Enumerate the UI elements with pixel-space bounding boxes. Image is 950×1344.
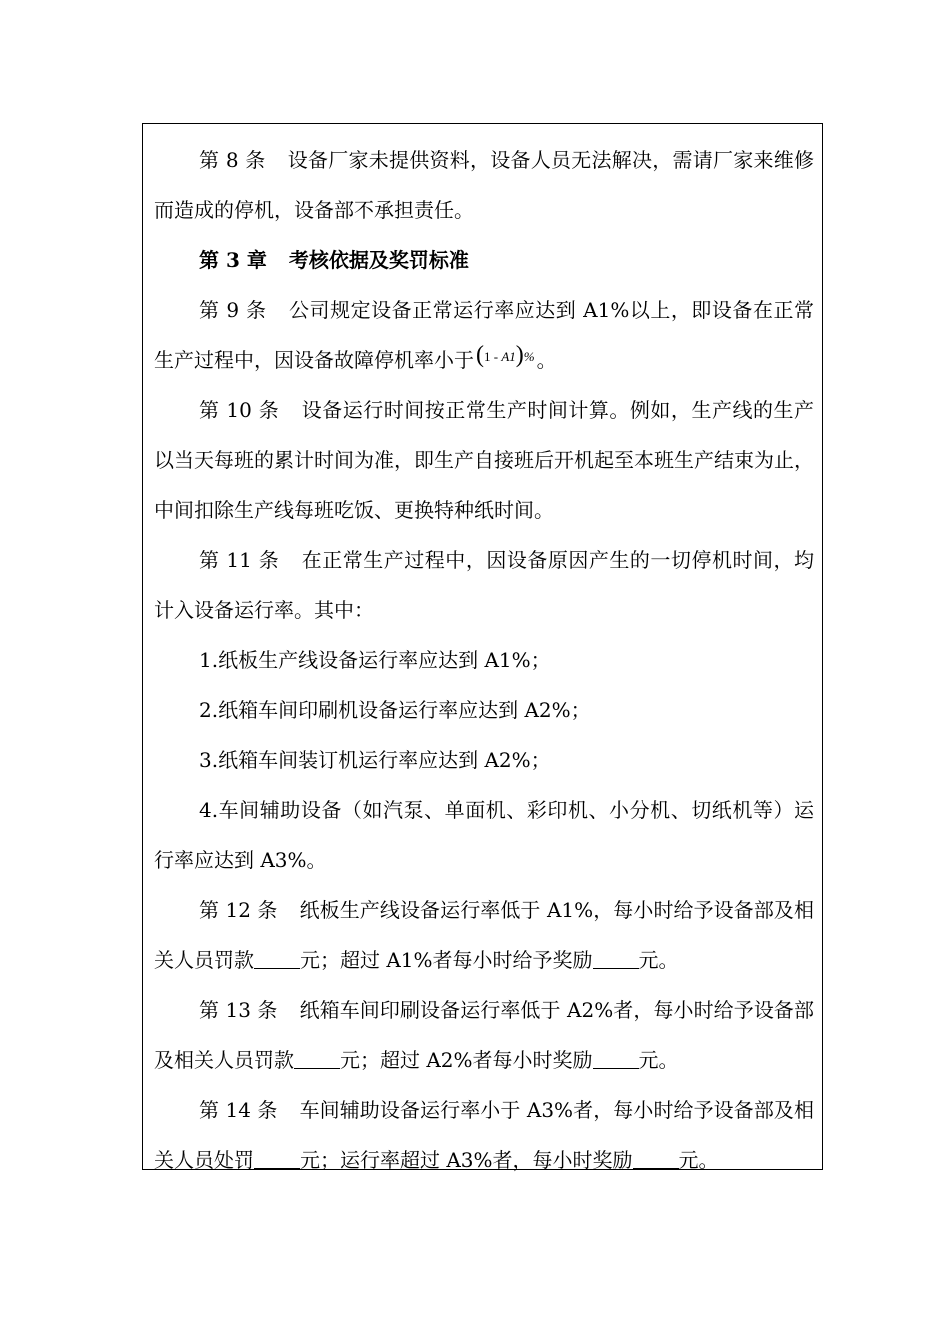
article-8-text: 设备厂家未提供资料，设备人员无法解决，需请厂家来维修而造成的停机，设备部不承担责任。 <box>154 148 814 222</box>
article-11-text: 在正常生产过程中，因设备原因产生的一切停机时间，均计入设备运行率。其中： <box>154 548 815 622</box>
article-9-label: 第 9 条 <box>199 298 267 322</box>
document-content <box>154 135 814 1185</box>
fill-in-blank <box>254 1150 300 1169</box>
formula-minus: - <box>490 349 502 364</box>
article-13 <box>154 985 814 1085</box>
fill-in-blank <box>593 950 639 969</box>
article-13-text-b: 元；超过 A2%者每小时奖励 <box>340 1048 593 1072</box>
fill-in-blank <box>254 950 300 969</box>
article-11-label: 第 11 条 <box>199 548 280 572</box>
downtime-formula <box>476 342 535 368</box>
list-item: 1.纸板生产线设备运行率应达到 A1%； <box>199 648 551 672</box>
article-11 <box>154 535 814 635</box>
article-13-label: 第 13 条 <box>199 998 278 1022</box>
chapter-3-heading <box>154 235 814 285</box>
article-12-text-b: 元；超过 A1%者每小时给予奖励 <box>300 948 593 972</box>
article-14-text-c: 元。 <box>678 1148 719 1172</box>
article-14-label: 第 14 条 <box>199 1098 278 1122</box>
formula-percent: % <box>523 349 535 364</box>
article-13-text-a: 纸箱车间印刷设备运行率低于 A2%者，每小时给予设备部及相关人员罚款 <box>154 998 814 1072</box>
document-frame <box>142 123 823 1170</box>
article-9-text: 公司规定设备正常运行率应达到 A1%以上，即设备在正常生产过程中，因设备故障停机率小于 <box>154 298 814 372</box>
list-item: 2.纸箱车间印刷机设备运行率应达到 A2%； <box>199 698 591 722</box>
article-10-label: 第 10 条 <box>199 398 280 422</box>
article-12-label: 第 12 条 <box>199 898 278 922</box>
chapter-3-title: 考核依据及奖罚标准 <box>288 248 469 272</box>
fill-in-blank <box>633 1150 679 1169</box>
fill-in-blank <box>593 1050 639 1069</box>
list-item: 3.纸箱车间装订机运行率应达到 A2%； <box>199 748 551 772</box>
article-8 <box>154 135 814 235</box>
formula-close-paren: ) <box>515 342 524 368</box>
article-10 <box>154 385 814 535</box>
article-8-label: 第 8 条 <box>199 148 266 172</box>
article-10-text: 设备运行时间按正常生产时间计算。例如，生产线的生产以当天每班的累计时间为准，即生产自接班后开机起至本班生产结束为止，中间扣除生产线每班吃饭、更换特种纸时间。 <box>154 398 815 522</box>
formula-var: A1 <box>501 349 516 364</box>
chapter-3-label: 第 3 章 <box>199 248 267 272</box>
formula-one: 1 <box>484 349 491 364</box>
article-14-text-b: 元；运行率超过 A3%者，每小时奖励 <box>300 1148 633 1172</box>
fill-in-blank <box>294 1050 340 1069</box>
article-12-text-a: 纸板生产线设备运行率低于 A1%，每小时给予设备部及相关人员罚款 <box>154 898 814 972</box>
article-13-text-c: 元。 <box>638 1048 679 1072</box>
article-14 <box>154 1085 814 1185</box>
article-9 <box>154 285 814 385</box>
formula-open-paren: ( <box>476 342 484 368</box>
article-14-text-a: 车间辅助设备运行率小于 A3%者，每小时给予设备部及相关人员处罚 <box>154 1098 814 1172</box>
article-9-end: 。 <box>536 348 557 372</box>
article-12 <box>154 885 814 985</box>
list-item: 4.车间辅助设备（如汽泵、单面机、彩印机、小分机、切纸机等）运行率应达到 A3%。 <box>154 798 814 872</box>
article-12-text-c: 元。 <box>638 948 679 972</box>
